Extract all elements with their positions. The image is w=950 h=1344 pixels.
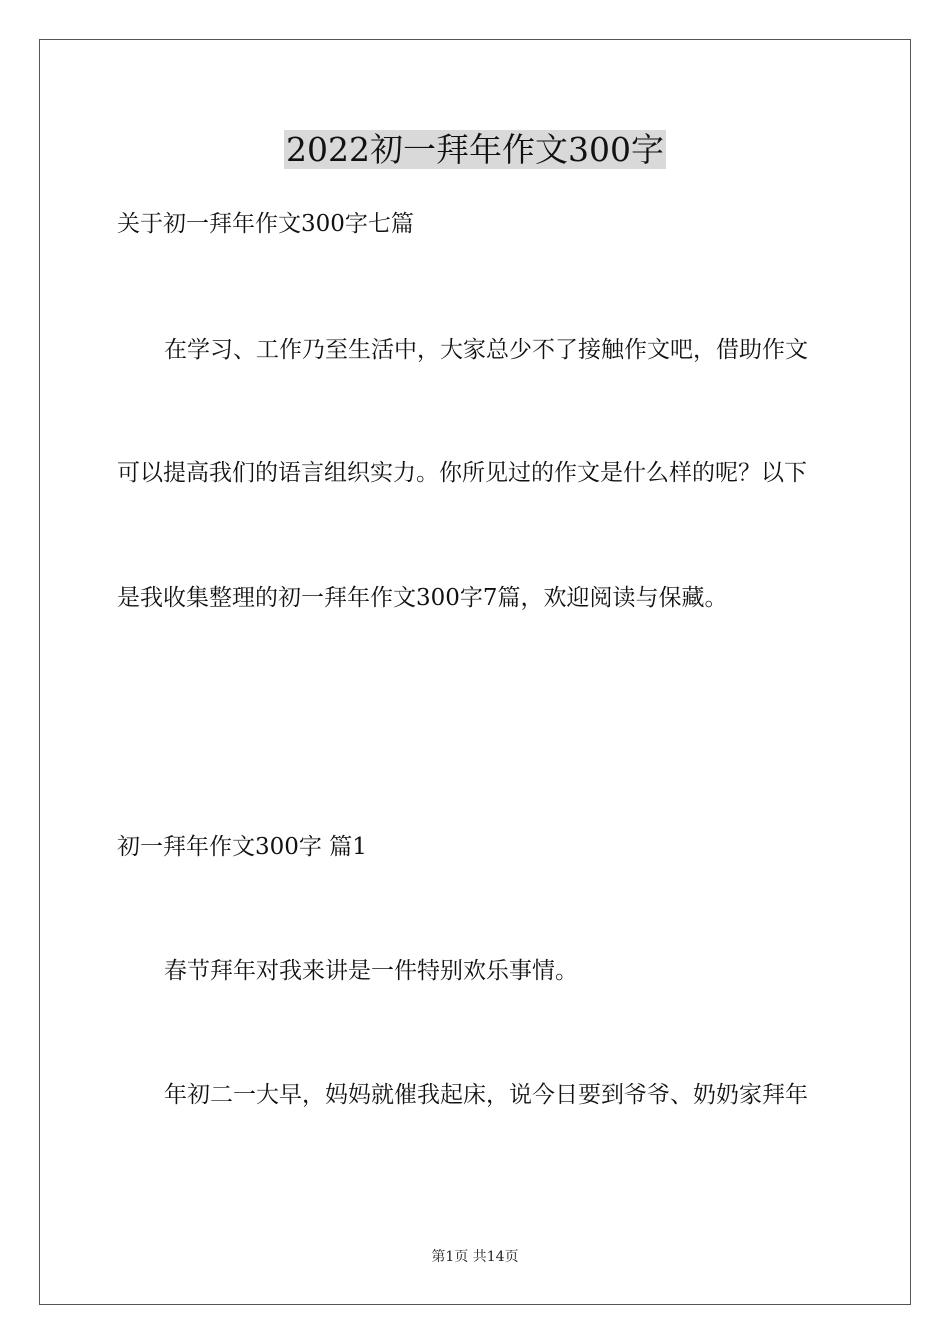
intro-line-1: 在学习、工作乃至生活中，大家总少不了接触作文吧，借助作文 [164, 337, 808, 363]
intro-line-2: 可以提高我们的语言组织实力。你所见过的作文是什么样的呢？以下 [117, 460, 807, 486]
page-footer: 第1页 共14页 [431, 1249, 519, 1265]
document-title [0, 128, 950, 172]
document-title-text: 2022初一拜年作文300字 [286, 130, 664, 169]
section-heading: 初一拜年作文300字 篇1 [117, 834, 367, 860]
body-line-2: 年初二一大早，妈妈就催我起床，说今日要到爷爷、奶奶家拜年 [164, 1082, 808, 1108]
intro-line-3: 是我收集整理的初一拜年作文300字7篇，欢迎阅读与保藏。 [117, 585, 728, 611]
body-line-1: 春节拜年对我来讲是一件特别欢乐事情。 [164, 958, 578, 984]
document-subtitle: 关于初一拜年作文300字七篇 [117, 211, 414, 237]
